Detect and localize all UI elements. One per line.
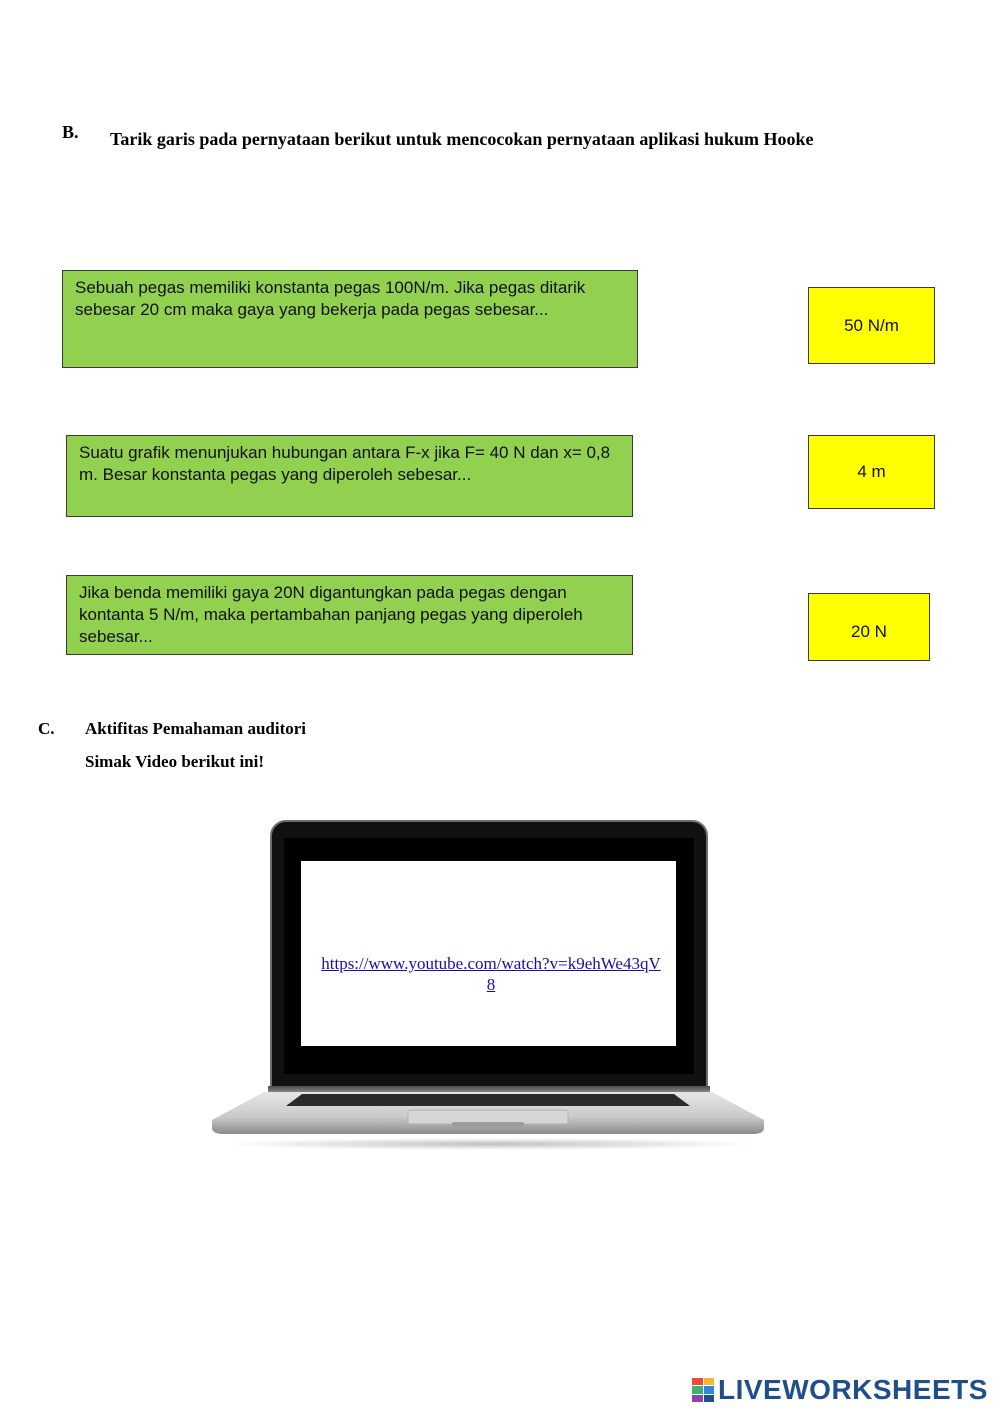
video-panel [301,861,676,1046]
section-b-number: B. [62,122,79,142]
section-c-number: C. [38,719,55,738]
question-box-2[interactable]: Suatu grafik menunjukan hubungan antara F-x jika F= 40 N dan x= 0,8 m. Besar konstanta pegas yang diperoleh sebesar... [66,435,633,517]
question-box-3[interactable]: Jika benda memiliki gaya 20N digantungkan pada pegas dengan kontanta 5 N/m, maka pertambahan panjang pegas yang diperoleh sebesar... [66,575,633,655]
liveworksheets-logo-icon [692,1378,714,1402]
liveworksheets-brand [692,1375,988,1405]
answer-box-1[interactable]: 50 N/m [808,287,935,364]
answer-box-2[interactable]: 4 m [808,435,935,509]
section-c-title: Aktifitas Pemahaman auditori [85,719,306,738]
liveworksheets-wordmark: LIVEWORKSHEETS [718,1374,988,1405]
laptop-shadow [220,1138,760,1150]
laptop-illustration [210,818,770,1163]
section-c-subtitle: Simak Video berikut ini! [85,752,265,771]
answer-box-3[interactable]: 20 N [808,593,930,661]
question-box-1[interactable]: Sebuah pegas memiliki konstanta pegas 100N/m. Jika pegas ditarik sebesar 20 cm maka gaya yang bekerja pada pegas sebesar... [62,270,638,368]
video-link[interactable]: https://www.youtube.com/watch?v=k9ehWe43qV8 [321,954,661,994]
section-b-title: Tarik garis pada pernyataan berikut untuk mencocokan pernyataan aplikasi hukum Hooke [110,129,814,149]
laptop-keyboard-base [212,1088,764,1138]
